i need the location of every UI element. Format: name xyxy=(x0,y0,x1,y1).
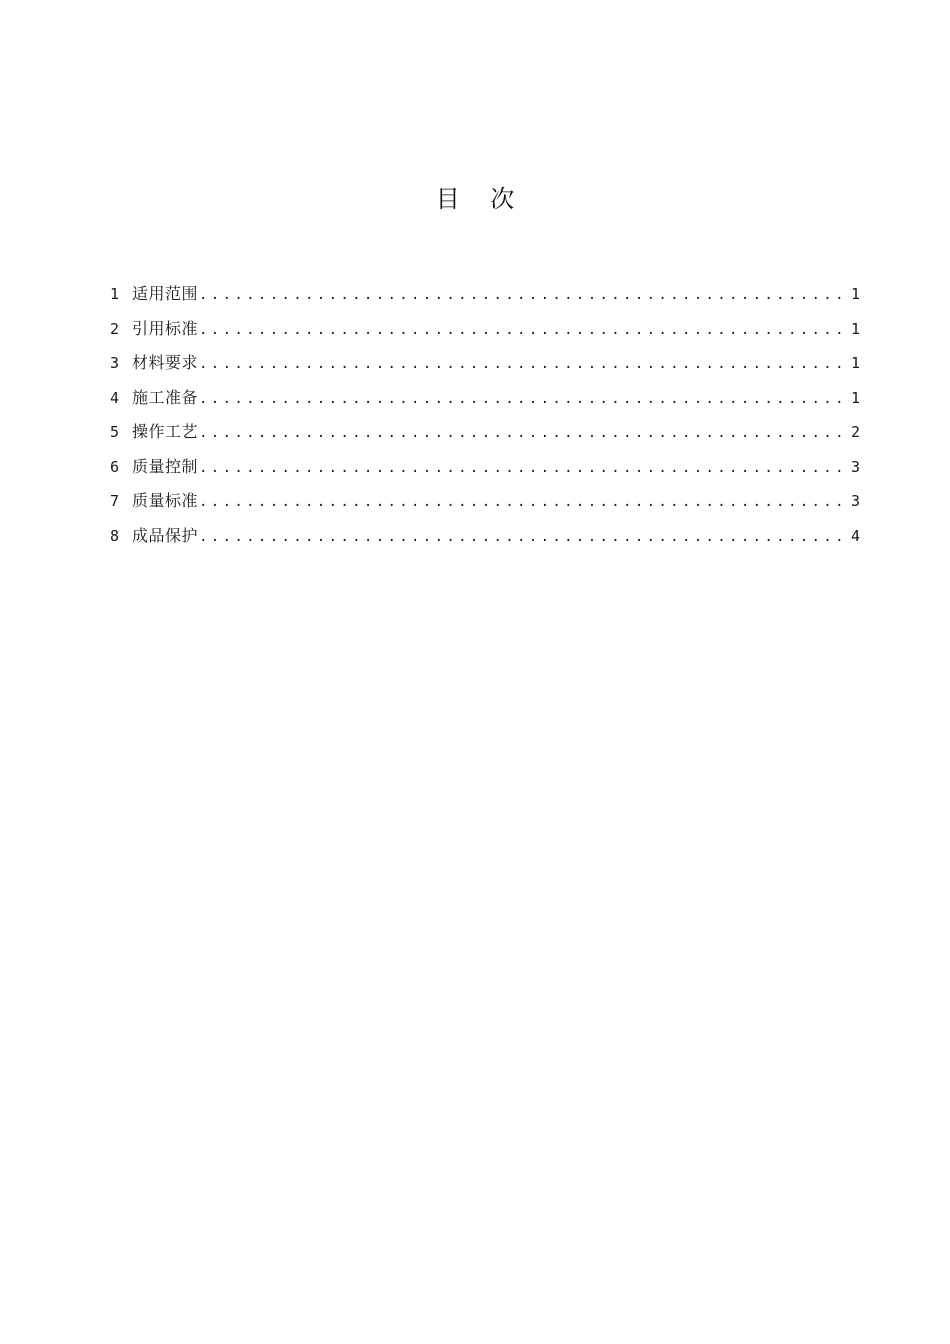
toc-entry[interactable] xyxy=(110,450,860,485)
toc-entry-page: 1 xyxy=(850,354,860,372)
toc-entry-number: 3 xyxy=(110,354,120,372)
toc-entry-title: 引用标准 xyxy=(132,318,199,338)
toc-dot-leader xyxy=(199,347,848,381)
toc-entry[interactable] xyxy=(110,484,860,519)
toc-entry-title: 质量控制 xyxy=(132,456,199,476)
toc-entry-page: 4 xyxy=(850,526,860,545)
toc-entry-page: 2 xyxy=(850,423,860,441)
toc-dot-leader xyxy=(199,278,848,312)
toc-entry-number: 6 xyxy=(110,457,120,476)
toc-entry-title: 材料要求 xyxy=(132,353,199,372)
table-of-contents xyxy=(110,277,860,553)
toc-entry-title: 施工准备 xyxy=(132,387,199,407)
toc-dot-leader xyxy=(199,416,848,450)
toc-entry-title: 成品保护 xyxy=(132,525,199,545)
toc-entry-number: 4 xyxy=(110,388,120,407)
toc-entry-number: 8 xyxy=(110,526,120,545)
toc-entry[interactable] xyxy=(110,415,860,450)
toc-entry-title: 操作工艺 xyxy=(132,422,199,441)
toc-entry[interactable] xyxy=(110,519,860,554)
toc-dot-leader xyxy=(199,451,848,485)
toc-entry[interactable] xyxy=(110,381,860,416)
toc-entry-page: 1 xyxy=(850,388,860,407)
toc-dot-leader xyxy=(199,313,848,347)
toc-entry-page: 1 xyxy=(850,285,860,303)
toc-dot-leader xyxy=(199,520,848,554)
toc-entry[interactable] xyxy=(110,346,860,381)
toc-entry-page: 3 xyxy=(850,457,860,476)
toc-dot-leader xyxy=(199,382,848,416)
toc-entry-number: 5 xyxy=(110,423,120,441)
toc-entry-title: 适用范围 xyxy=(132,284,199,303)
toc-dot-leader xyxy=(199,485,848,519)
toc-entry-page: 1 xyxy=(850,319,860,338)
toc-entry-number: 2 xyxy=(110,319,120,338)
toc-entry[interactable] xyxy=(110,312,860,347)
toc-entry-title: 质量标准 xyxy=(132,491,199,510)
toc-entry-page: 3 xyxy=(850,492,860,510)
toc-entry-number: 1 xyxy=(110,285,120,303)
toc-entry[interactable] xyxy=(110,277,860,312)
toc-entry-number: 7 xyxy=(110,492,120,510)
page-title: 目 次 xyxy=(435,185,515,213)
